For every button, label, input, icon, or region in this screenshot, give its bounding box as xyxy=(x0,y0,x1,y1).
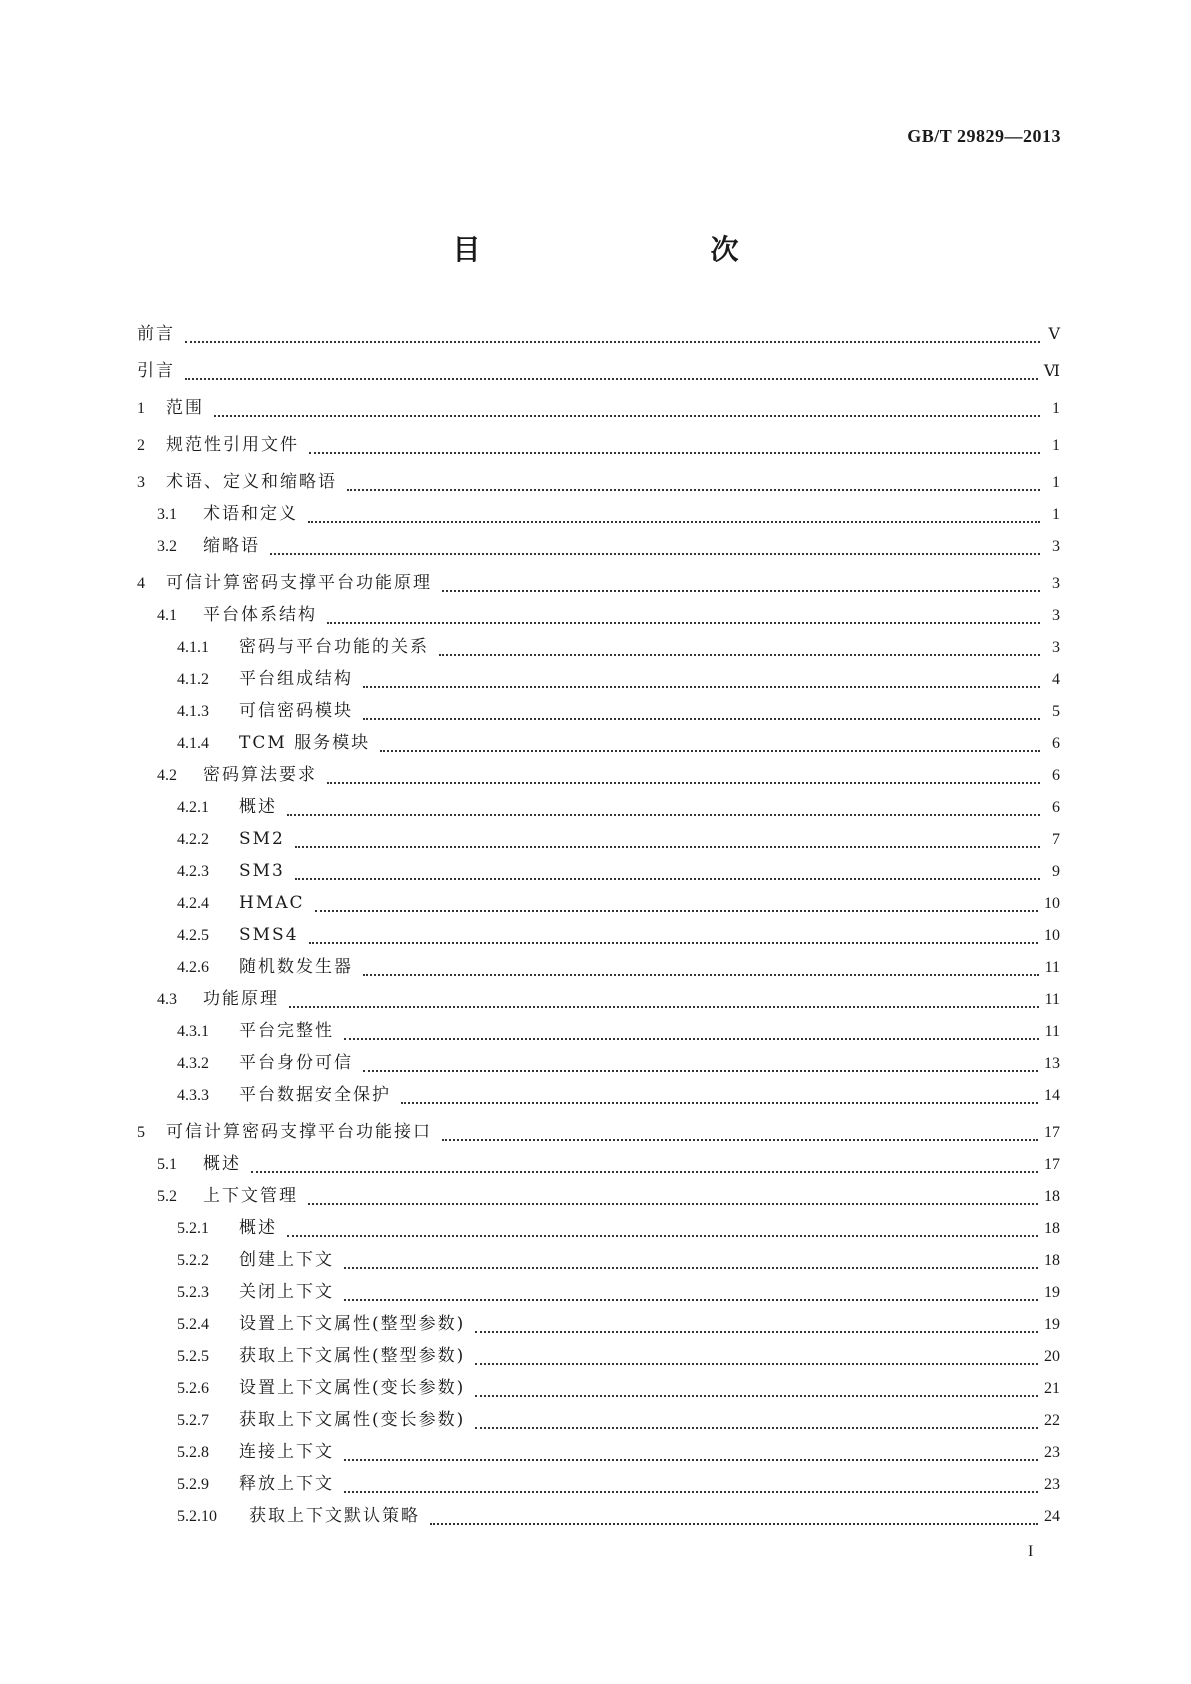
toc-entry-label: 获取上下文属性(整型参数) xyxy=(239,1346,466,1366)
toc-entry-page: 23 xyxy=(1044,1476,1060,1493)
toc-entry-label: 可信计算密码支撑平台功能接口 xyxy=(166,1122,432,1142)
toc-entry[interactable] xyxy=(137,1280,1060,1305)
toc-dot-leader xyxy=(442,1125,1038,1141)
toc-entry-page: 21 xyxy=(1044,1380,1060,1397)
toc-entry-number: 4.3.3 xyxy=(177,1087,209,1104)
toc-entry[interactable] xyxy=(137,1472,1060,1497)
toc-entry-page: 14 xyxy=(1044,1087,1060,1104)
toc-entry-number: 5.2 xyxy=(157,1188,177,1205)
toc-entry[interactable] xyxy=(137,1408,1060,1433)
toc-entry-page: 13 xyxy=(1044,1055,1060,1072)
toc-entry-page: 3 xyxy=(1052,538,1060,555)
toc-dot-leader xyxy=(475,1381,1038,1397)
toc-dot-leader xyxy=(327,768,1040,784)
toc-entry-number: 5 xyxy=(137,1124,145,1141)
toc-dot-leader xyxy=(442,576,1040,592)
toc-entry-label: 创建上下文 xyxy=(239,1250,334,1270)
toc-dot-leader xyxy=(439,640,1040,656)
toc-entry-number: 5.2.3 xyxy=(177,1284,209,1301)
toc-entry[interactable] xyxy=(137,322,1060,347)
toc-entry-number: 5.2.4 xyxy=(177,1316,209,1333)
toc-entry[interactable] xyxy=(137,502,1060,527)
toc-entry-page: 3 xyxy=(1052,639,1060,656)
toc-dot-leader xyxy=(344,1253,1038,1269)
toc-entry-number: 5.2.6 xyxy=(177,1380,209,1397)
toc-entry[interactable] xyxy=(137,359,1060,384)
toc-entry-page: 6 xyxy=(1052,735,1060,752)
toc-dot-leader xyxy=(344,1477,1038,1493)
toc-dot-leader xyxy=(295,864,1040,880)
toc-entry-label: 随机数发生器 xyxy=(239,957,353,977)
toc-entry[interactable] xyxy=(137,571,1060,596)
toc-entry-label: 术语、定义和缩略语 xyxy=(166,472,337,492)
page-title: 目 次 xyxy=(452,233,797,266)
toc-entry[interactable] xyxy=(137,795,1060,820)
toc-entry[interactable] xyxy=(137,1248,1060,1273)
toc-dot-leader xyxy=(347,475,1040,491)
toc-dot-leader xyxy=(308,507,1040,523)
toc-entry-number: 3.2 xyxy=(157,538,177,555)
toc-entry-label: 平台组成结构 xyxy=(239,669,353,689)
toc-entry[interactable] xyxy=(137,859,1060,884)
toc-dot-leader xyxy=(185,364,1038,380)
toc-entry-label: 缩略语 xyxy=(203,536,260,556)
toc-entry-number: 4.3 xyxy=(157,991,177,1008)
toc-entry[interactable] xyxy=(137,1344,1060,1369)
toc-entry-number: 5.2.8 xyxy=(177,1444,209,1461)
toc-entry-label: 前言 xyxy=(137,324,175,344)
page-number: I xyxy=(1028,1543,1034,1560)
toc-entry-number: 4.2.3 xyxy=(177,863,209,880)
toc-dot-leader xyxy=(401,1088,1038,1104)
toc-entry-label: 术语和定义 xyxy=(203,504,298,524)
toc-entry-number: 4.1.2 xyxy=(177,671,209,688)
toc-entry-number: 4.2.5 xyxy=(177,927,209,944)
toc-entry-page: 5 xyxy=(1052,703,1060,720)
toc-entry[interactable] xyxy=(137,1083,1060,1108)
toc-entry[interactable] xyxy=(137,396,1060,421)
toc-entry-number: 2 xyxy=(137,437,145,454)
toc-entry-label: 可信密码模块 xyxy=(239,701,353,721)
toc-dot-leader xyxy=(295,832,1040,848)
toc-entry-page: 10 xyxy=(1044,927,1060,944)
toc-entry-number: 4.2.2 xyxy=(177,831,209,848)
toc-entry[interactable] xyxy=(137,1019,1060,1044)
toc-entry-label: 上下文管理 xyxy=(203,1186,298,1206)
toc-entry[interactable] xyxy=(137,534,1060,559)
toc-entry-label: 概述 xyxy=(239,1218,277,1238)
toc-entry-label: 平台体系结构 xyxy=(203,605,317,625)
toc-entry-page: 6 xyxy=(1052,767,1060,784)
toc-entry-page: 23 xyxy=(1044,1444,1060,1461)
toc-entry-page: 1 xyxy=(1052,400,1060,417)
toc-entry-label: 平台身份可信 xyxy=(239,1053,353,1073)
toc-entry-label: 范围 xyxy=(166,398,204,418)
toc-entry-label: 可信计算密码支撑平台功能原理 xyxy=(166,573,432,593)
toc-entry[interactable] xyxy=(137,667,1060,692)
toc-dot-leader xyxy=(344,1285,1038,1301)
toc-entry-number: 4.2.6 xyxy=(177,959,209,976)
toc-entry-label: 密码算法要求 xyxy=(203,765,317,785)
toc-entry-number: 5.2.1 xyxy=(177,1220,209,1237)
toc-entry[interactable] xyxy=(137,1440,1060,1465)
toc-entry-page: 10 xyxy=(1044,895,1060,912)
toc-entry-page: 1 xyxy=(1052,506,1060,523)
toc-entry-label: TCM 服务模块 xyxy=(239,733,371,753)
toc-entry-number: 5.1 xyxy=(157,1156,177,1173)
toc-entry-label: 释放上下文 xyxy=(239,1474,334,1494)
toc-entry-label: SM3 xyxy=(239,861,285,881)
toc-entry-number: 1 xyxy=(137,400,145,417)
toc-entry-page: 4 xyxy=(1052,671,1060,688)
toc-entry[interactable] xyxy=(137,1184,1060,1209)
toc-dot-leader xyxy=(214,401,1040,417)
toc-entry-number: 3.1 xyxy=(157,506,177,523)
toc-entry-page: 18 xyxy=(1044,1220,1060,1237)
toc-dot-leader xyxy=(309,928,1038,944)
toc-dot-leader xyxy=(363,960,1039,976)
toc-entry-number: 5.2.9 xyxy=(177,1476,209,1493)
toc-entry[interactable] xyxy=(137,987,1060,1012)
toc-dot-leader xyxy=(363,704,1040,720)
toc-entry[interactable] xyxy=(137,1504,1060,1529)
toc-entry-number: 3 xyxy=(137,474,145,491)
table-of-contents xyxy=(137,322,1060,1529)
toc-entry-label: 获取上下文默认策略 xyxy=(249,1506,420,1526)
toc-entry-number: 4 xyxy=(137,575,145,592)
toc-entry[interactable] xyxy=(137,603,1060,628)
toc-entry-label: SM2 xyxy=(239,829,285,849)
toc-dot-leader xyxy=(315,896,1038,912)
toc-entry-number: 4.1.1 xyxy=(177,639,209,656)
toc-dot-leader xyxy=(270,539,1040,555)
toc-entry-number: 4.1.4 xyxy=(177,735,209,752)
toc-entry[interactable] xyxy=(137,923,1060,948)
toc-entry-page: 18 xyxy=(1044,1188,1060,1205)
toc-entry-page: Ⅴ xyxy=(1048,326,1060,343)
toc-entry-label: 概述 xyxy=(203,1154,241,1174)
toc-entry-label: 平台数据安全保护 xyxy=(239,1085,391,1105)
toc-entry-page: 22 xyxy=(1044,1412,1060,1429)
toc-entry-page: Ⅵ xyxy=(1043,363,1060,380)
toc-dot-leader xyxy=(380,736,1040,752)
toc-entry[interactable] xyxy=(137,955,1060,980)
toc-entry-label: 引言 xyxy=(137,361,175,381)
toc-entry-page: 9 xyxy=(1052,863,1060,880)
toc-entry[interactable] xyxy=(137,1051,1060,1076)
toc-dot-leader xyxy=(344,1024,1039,1040)
toc-entry-page: 1 xyxy=(1052,437,1060,454)
toc-entry-label: 平台完整性 xyxy=(239,1021,334,1041)
toc-entry-number: 4.2 xyxy=(157,767,177,784)
toc-entry-label: 密码与平台功能的关系 xyxy=(239,637,429,657)
toc-entry-number: 5.2.7 xyxy=(177,1412,209,1429)
toc-dot-leader xyxy=(308,1189,1038,1205)
toc-entry[interactable] xyxy=(137,433,1060,458)
toc-entry-label: SMS4 xyxy=(239,925,299,945)
toc-entry[interactable] xyxy=(137,470,1060,495)
toc-dot-leader xyxy=(251,1157,1038,1173)
toc-entry-page: 20 xyxy=(1044,1348,1060,1365)
toc-dot-leader xyxy=(287,800,1040,816)
toc-entry[interactable] xyxy=(137,1376,1060,1401)
toc-entry-number: 5.2.5 xyxy=(177,1348,209,1365)
toc-dot-leader xyxy=(185,327,1040,343)
toc-entry[interactable] xyxy=(137,1152,1060,1177)
toc-entry-number: 4.3.2 xyxy=(177,1055,209,1072)
toc-entry-page: 6 xyxy=(1052,799,1060,816)
toc-entry-page: 11 xyxy=(1044,991,1060,1008)
toc-entry-number: 5.2.2 xyxy=(177,1252,209,1269)
toc-entry-page: 3 xyxy=(1052,607,1060,624)
toc-dot-leader xyxy=(327,608,1040,624)
toc-entry-page: 11 xyxy=(1044,1023,1060,1040)
toc-entry-page: 24 xyxy=(1044,1508,1060,1525)
toc-entry-page: 7 xyxy=(1052,831,1060,848)
toc-entry-page: 3 xyxy=(1052,575,1060,592)
toc-entry-page: 11 xyxy=(1044,959,1060,976)
toc-dot-leader xyxy=(287,1221,1038,1237)
toc-dot-leader xyxy=(344,1445,1038,1461)
toc-entry-page: 18 xyxy=(1044,1252,1060,1269)
toc-entry-label: 关闭上下文 xyxy=(239,1282,334,1302)
toc-dot-leader xyxy=(475,1349,1038,1365)
toc-dot-leader xyxy=(475,1317,1038,1333)
toc-entry-page: 19 xyxy=(1044,1316,1060,1333)
toc-entry-label: 设置上下文属性(变长参数) xyxy=(239,1378,466,1398)
toc-dot-leader xyxy=(475,1413,1038,1429)
toc-entry-page: 17 xyxy=(1044,1124,1060,1141)
toc-entry[interactable] xyxy=(137,731,1060,756)
toc-dot-leader xyxy=(430,1509,1038,1525)
standard-code: GB/T 29829—2013 xyxy=(907,126,1061,146)
toc-entry-number: 4.1 xyxy=(157,607,177,624)
toc-entry-page: 1 xyxy=(1052,474,1060,491)
toc-entry-number: 4.2.1 xyxy=(177,799,209,816)
toc-dot-leader xyxy=(289,992,1039,1008)
toc-dot-leader xyxy=(363,1056,1038,1072)
toc-entry-label: 规范性引用文件 xyxy=(166,435,299,455)
toc-entry[interactable] xyxy=(137,1216,1060,1241)
toc-entry-page: 19 xyxy=(1044,1284,1060,1301)
toc-entry-label: 设置上下文属性(整型参数) xyxy=(239,1314,466,1334)
toc-entry-label: 获取上下文属性(变长参数) xyxy=(239,1410,466,1430)
toc-entry-label: HMAC xyxy=(239,893,305,913)
toc-entry-number: 4.2.4 xyxy=(177,895,209,912)
toc-entry[interactable] xyxy=(137,1312,1060,1337)
toc-entry-page: 17 xyxy=(1044,1156,1060,1173)
toc-entry-number: 5.2.10 xyxy=(177,1508,217,1525)
toc-dot-leader xyxy=(309,438,1040,454)
toc-entry[interactable] xyxy=(137,635,1060,660)
toc-entry-label: 功能原理 xyxy=(203,989,279,1009)
toc-entry[interactable] xyxy=(137,891,1060,916)
toc-entry-label: 连接上下文 xyxy=(239,1442,334,1462)
toc-entry-label: 概述 xyxy=(239,797,277,817)
toc-dot-leader xyxy=(363,672,1040,688)
toc-entry-number: 4.3.1 xyxy=(177,1023,209,1040)
toc-entry-number: 4.1.3 xyxy=(177,703,209,720)
toc-entry[interactable] xyxy=(137,763,1060,788)
toc-entry[interactable] xyxy=(137,827,1060,852)
toc-entry[interactable] xyxy=(137,699,1060,724)
toc-entry[interactable] xyxy=(137,1120,1060,1145)
